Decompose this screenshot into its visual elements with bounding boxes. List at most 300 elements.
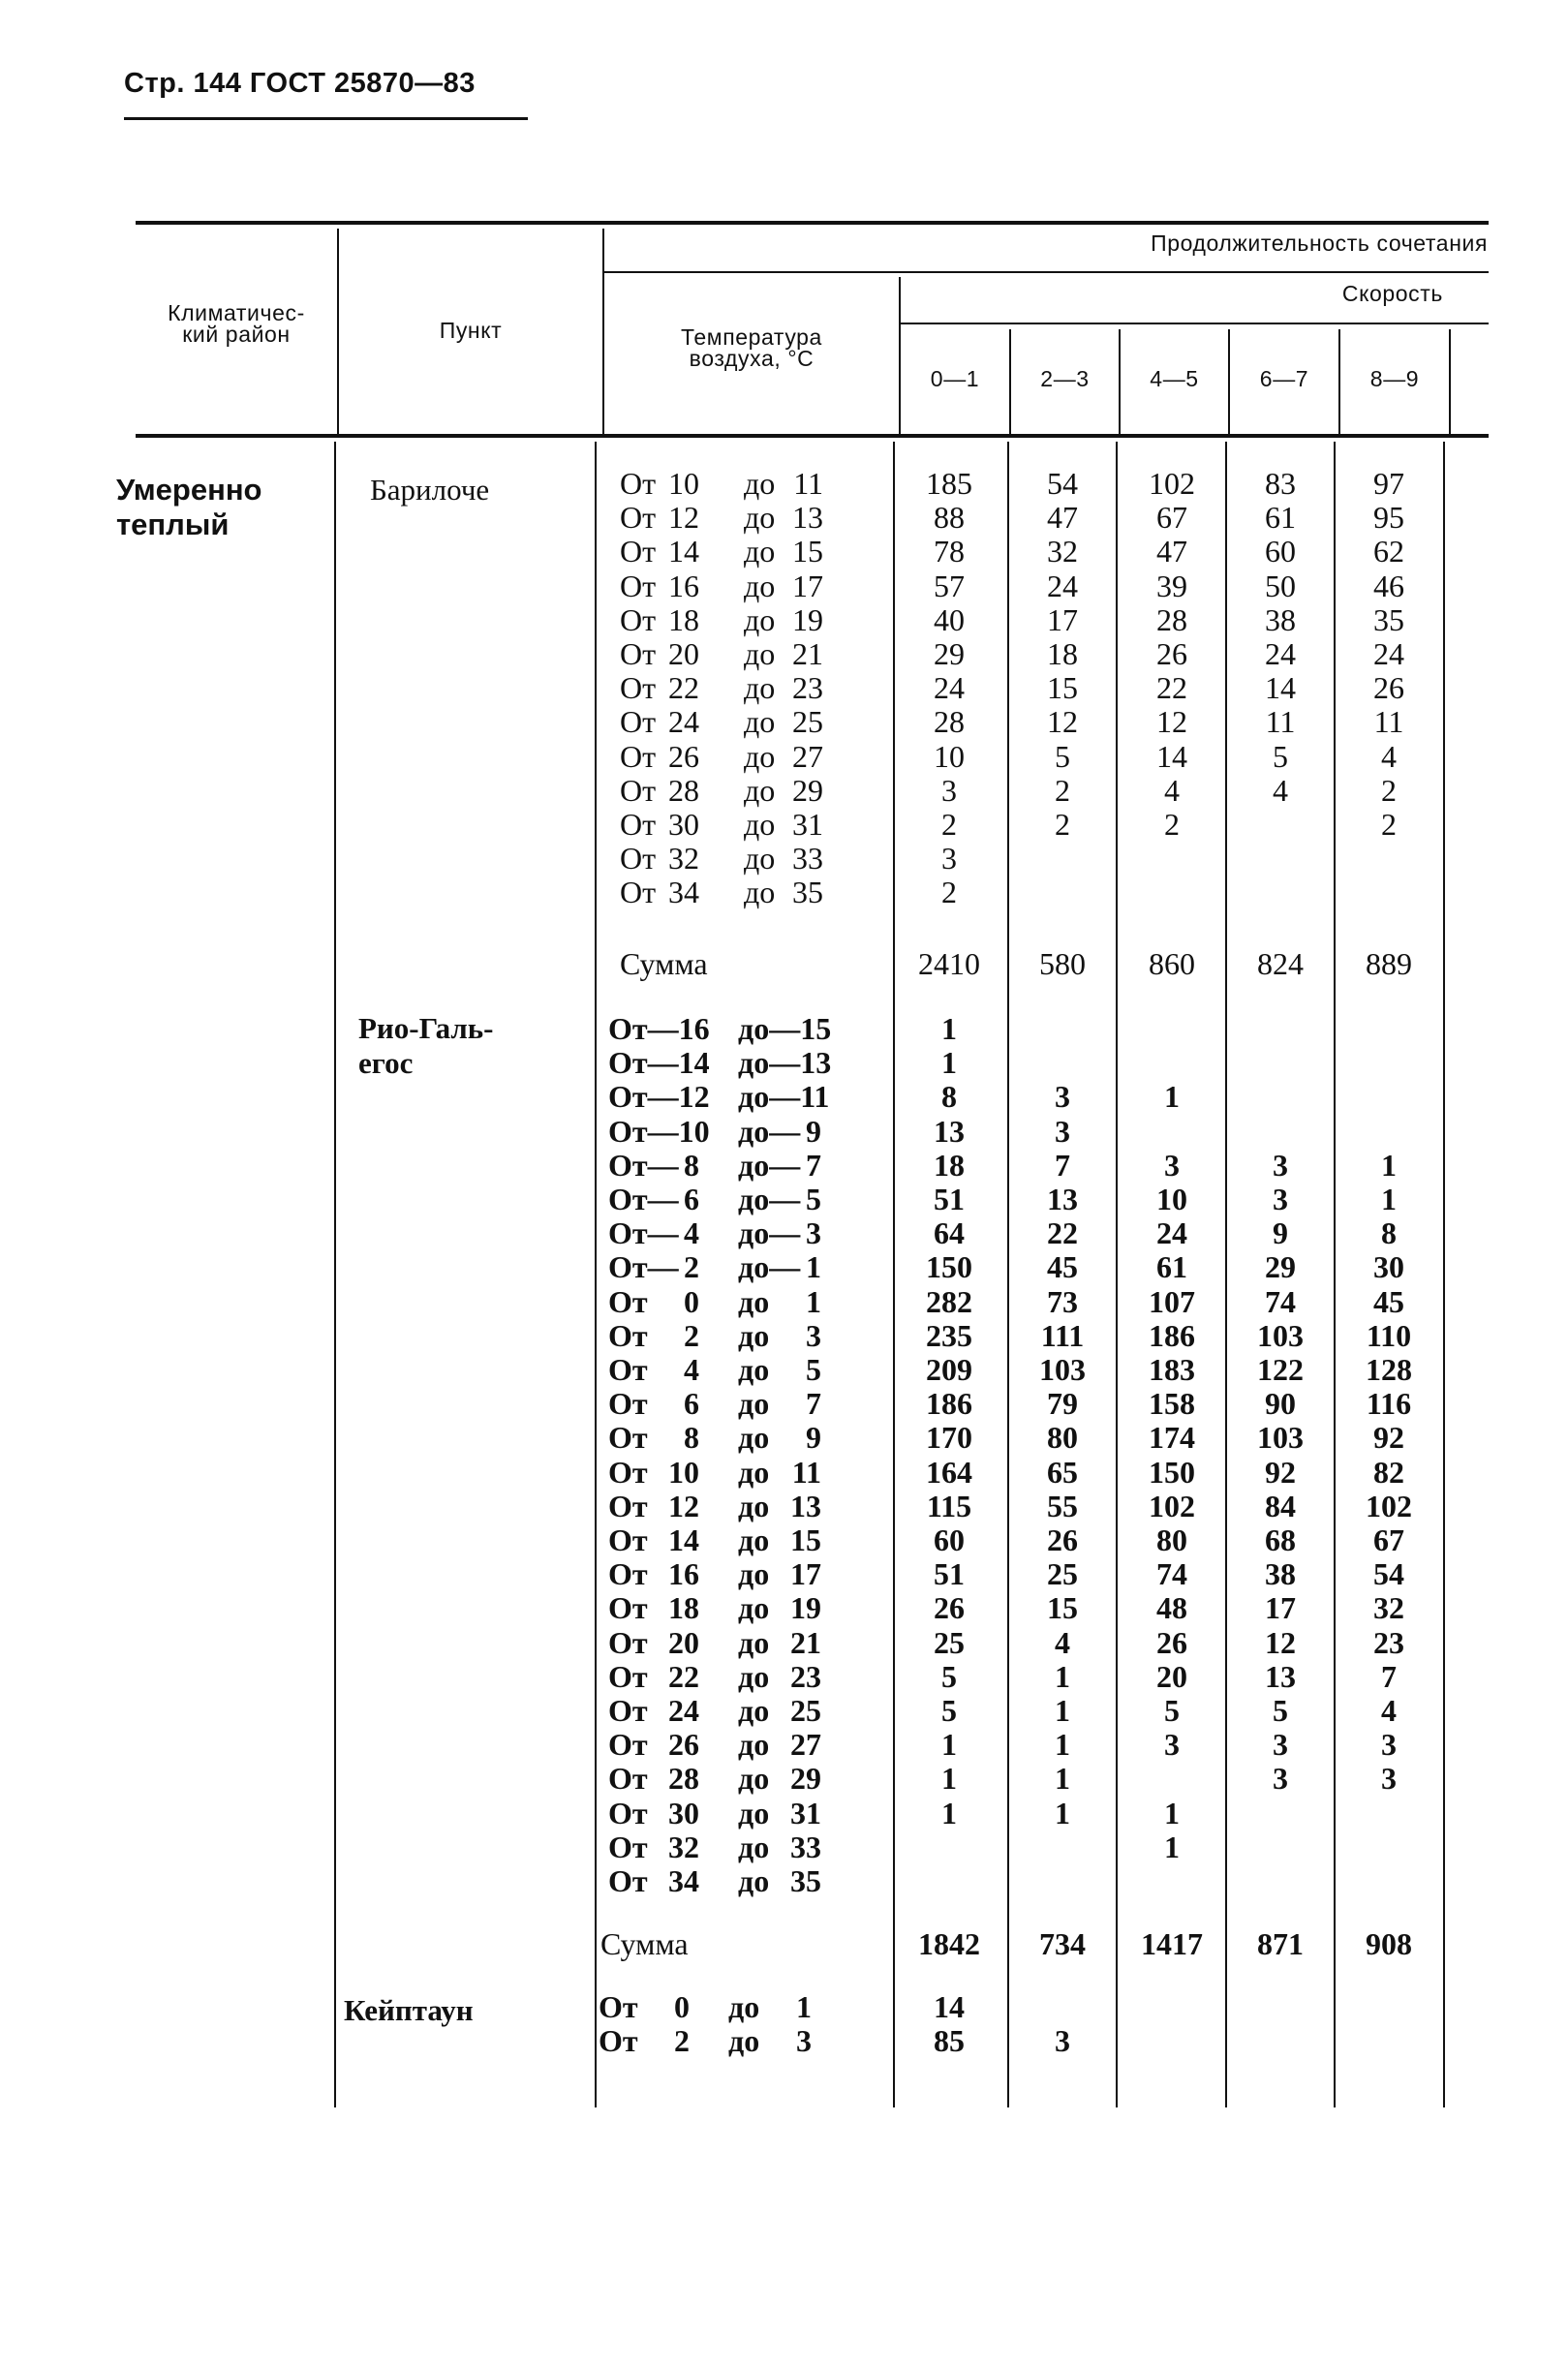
table-cell-value: 11 [1265, 704, 1296, 740]
table-cell-value: 46 [1373, 568, 1404, 603]
table-cell-value: 1 [1164, 1795, 1180, 1830]
table-cell-value: 102 [1149, 466, 1195, 501]
temperature-range-part: От [608, 1317, 648, 1353]
table-cell-value: 2 [1381, 807, 1397, 842]
table-cell-value: 2 [1055, 772, 1070, 808]
body-vline-8 [1443, 442, 1445, 2107]
temperature-range-part: От [620, 841, 657, 876]
temperature-range-part: до [738, 1556, 770, 1592]
temperature-range-part: 1 [806, 1283, 821, 1319]
temperature-range-part: От [620, 807, 657, 842]
temperature-range-part: 13 [792, 500, 823, 536]
table-cell-value: 24 [1373, 636, 1404, 671]
table-top-rule [136, 221, 1489, 225]
temperature-range-part: 6 [684, 1386, 699, 1422]
temperature-range-part: до [744, 807, 776, 842]
table-cell-value: 1 [1381, 1182, 1397, 1216]
table-cell-value: 4 [1273, 772, 1288, 808]
temperature-range-part: От [620, 534, 657, 569]
table-cell-value: 14 [1156, 738, 1187, 774]
table-cell-value: 92 [1373, 1420, 1404, 1456]
table-cell-value: 4 [1055, 1624, 1070, 1660]
temperature-range-part: От—14 [608, 1045, 710, 1081]
table-cell-value: 78 [934, 534, 965, 569]
table-cell-value: 12 [1265, 1624, 1296, 1660]
temperature-range-part: От [599, 1989, 638, 2024]
temperature-range-part: до [738, 1658, 770, 1694]
temperature-range-part: 34 [668, 1863, 699, 1898]
table-cell-value: 39 [1156, 568, 1187, 603]
temperature-range-part: до [738, 1863, 770, 1898]
temperature-range-part: до [744, 875, 776, 910]
table-cell-value: 28 [934, 704, 965, 740]
temperature-range-part: 3 [806, 1215, 821, 1251]
temperature-range-part: 28 [668, 1761, 699, 1797]
table-cell-value: 5 [1273, 738, 1288, 774]
table-cell-value: 38 [1265, 601, 1296, 637]
temperature-range-part: 16 [668, 568, 699, 603]
page-header-underline [124, 117, 528, 120]
temperature-range-part: 4 [684, 1352, 699, 1387]
header-speed-col: 4—5 [1150, 366, 1199, 391]
table-cell-value: 3 [1055, 2023, 1070, 2059]
temperature-range-part: От [620, 500, 657, 536]
table-cell-value: 1 [941, 1727, 957, 1763]
temperature-range-part: 14 [668, 534, 699, 569]
temperature-range-part: 32 [668, 841, 699, 876]
table-cell-value: 30 [1373, 1249, 1404, 1285]
temperature-range-part: до [738, 1590, 770, 1626]
temperature-range-part: до [738, 1454, 770, 1490]
temperature-range-part: 11 [791, 1454, 821, 1490]
temperature-range-part: 23 [790, 1658, 821, 1694]
temperature-range-part: От—16 [608, 1011, 710, 1046]
temperature-range-part: до— [738, 1215, 801, 1251]
table-cell-value: 10 [1156, 1182, 1187, 1216]
table-cell-value: 3 [1273, 1727, 1288, 1763]
table-cell-value: 67 [1156, 500, 1187, 536]
temperature-range-part: до [744, 772, 776, 808]
table-cell-value: 54 [1373, 1556, 1404, 1592]
table-cell-value: 107 [1149, 1283, 1195, 1319]
temperature-range-part: От [608, 1624, 648, 1660]
temperature-range-part: 5 [806, 1182, 821, 1216]
table-cell-value: 29 [934, 636, 965, 671]
table-cell-value: 24 [1047, 568, 1078, 603]
temperature-range-part: 22 [668, 670, 699, 706]
sum-value: 860 [1149, 946, 1195, 981]
temperature-range-part: От [620, 875, 657, 910]
table-cell-value: 17 [1265, 1590, 1296, 1626]
table-cell-value: 5 [1164, 1693, 1180, 1728]
temperature-range-part: От [608, 1658, 648, 1694]
sum-label: Сумма [600, 1926, 689, 1961]
temperature-range-part: 1 [796, 1989, 812, 2024]
place-name: Рио-Галь- егос [358, 1011, 494, 1080]
table-cell-value: 47 [1047, 500, 1078, 536]
sum-value: 824 [1257, 946, 1304, 981]
table-cell-value: 40 [934, 601, 965, 637]
table-cell-value: 12 [1156, 704, 1187, 740]
header-duration-group: Продолжительность сочетания [1151, 231, 1488, 256]
header-speed-group: Скорость [1341, 281, 1443, 306]
temperature-range-part: 35 [790, 1863, 821, 1898]
table-cell-value: 209 [926, 1352, 972, 1387]
temperature-range-part: 15 [790, 1522, 821, 1557]
header-speed-col: 0—1 [930, 366, 980, 391]
temperature-range-part: 27 [790, 1727, 821, 1763]
temperature-range-part: От— [608, 1182, 679, 1216]
temperature-range-part: до—15 [738, 1011, 832, 1046]
temperature-range-part: От [620, 772, 657, 808]
table-cell-value: 25 [1047, 1556, 1078, 1592]
temperature-range-part: От [608, 1352, 648, 1387]
body-vline-3 [893, 442, 895, 2107]
table-cell-value: 5 [941, 1693, 957, 1728]
temperature-range-part: 25 [792, 704, 823, 740]
table-cell-value: 128 [1366, 1352, 1412, 1387]
temperature-range-part: От [599, 2023, 638, 2059]
table-cell-value: 2 [1381, 772, 1397, 808]
table-cell-value: 74 [1265, 1283, 1296, 1319]
temperature-range-part: 17 [790, 1556, 821, 1592]
body-vline-1 [334, 442, 336, 2107]
header-speed-col: 2—3 [1040, 366, 1090, 391]
table-cell-value: 1 [1055, 1727, 1070, 1763]
table-cell-value: 8 [1381, 1215, 1397, 1251]
table-cell-value: 103 [1257, 1317, 1304, 1353]
sum-value: 580 [1039, 946, 1086, 981]
header-point: Пункт [439, 318, 503, 343]
temperature-range-part: 7 [806, 1386, 821, 1422]
temperature-range-part: 12 [668, 1488, 699, 1523]
table-cell-value: 62 [1373, 534, 1404, 569]
temperature-range-part: до—11 [738, 1079, 830, 1115]
climate-region-label: Умеренно теплый [116, 473, 262, 541]
temperature-range-part: От [608, 1283, 648, 1319]
table-cell-value: 47 [1156, 534, 1187, 569]
table-cell-value: 3 [1273, 1761, 1288, 1797]
table-cell-value: 15 [1047, 1590, 1078, 1626]
table-cell-value: 103 [1039, 1352, 1086, 1387]
header-speed-col: 8—9 [1369, 366, 1420, 391]
temperature-range-part: 30 [668, 1795, 699, 1830]
table-cell-value: 1 [1164, 1829, 1180, 1864]
temperature-range-part: до [728, 1989, 760, 2024]
table-cell-value: 12 [1047, 704, 1078, 740]
body-vline-5 [1116, 442, 1118, 2107]
sum-value: 889 [1366, 946, 1412, 981]
table-cell-value: 13 [1265, 1658, 1296, 1694]
temperature-range-part: 30 [668, 807, 699, 842]
table-cell-value: 186 [926, 1386, 972, 1422]
table-cell-value: 3 [1273, 1147, 1288, 1183]
temperature-range-part: до [738, 1795, 770, 1830]
table-cell-value: 23 [1373, 1624, 1404, 1660]
temperature-range-part: до— [738, 1113, 801, 1149]
table-cell-value: 45 [1047, 1249, 1078, 1285]
temperature-range-part: 16 [668, 1556, 699, 1592]
table-cell-value: 3 [1055, 1113, 1070, 1149]
table-cell-value: 26 [934, 1590, 965, 1626]
table-cell-value: 15 [1047, 670, 1078, 706]
table-cell-value: 1 [1381, 1147, 1397, 1183]
temperature-range-part: 1 [806, 1249, 821, 1285]
temperature-range-part: до— [738, 1147, 801, 1183]
temperature-range-part: 21 [790, 1624, 821, 1660]
temperature-range-part: 26 [668, 1727, 699, 1763]
temperature-range-part: 6 [684, 1182, 699, 1216]
temperature-range-part: 29 [792, 772, 823, 808]
table-cell-value: 55 [1047, 1488, 1078, 1523]
temperature-range-part: От [608, 1454, 648, 1490]
temperature-range-part: 9 [806, 1113, 821, 1149]
table-cell-value: 1 [1055, 1795, 1070, 1830]
table-cell-value: 26 [1156, 1624, 1187, 1660]
table-cell-value: 38 [1265, 1556, 1296, 1592]
table-cell-value: 8 [941, 1079, 957, 1115]
table-cell-value: 32 [1047, 534, 1078, 569]
table-cell-value: 3 [1164, 1727, 1180, 1763]
temperature-range-part: 33 [790, 1829, 821, 1864]
table-cell-value: 28 [1156, 601, 1187, 637]
temperature-range-part: От— [608, 1249, 679, 1285]
temperature-range-part: до [738, 1317, 770, 1353]
temperature-range-part: 13 [790, 1488, 821, 1523]
table-cell-value: 24 [1265, 636, 1296, 671]
temperature-range-part: до [738, 1352, 770, 1387]
header-temperature: Температура воздуха, °С [681, 324, 822, 371]
temperature-range-part: до [738, 1727, 770, 1763]
temperature-range-part: до [744, 841, 776, 876]
temperature-range-part: 2 [684, 1317, 699, 1353]
temperature-range-part: 4 [684, 1215, 699, 1251]
temperature-range-part: до [738, 1693, 770, 1728]
temperature-range-part: 12 [668, 500, 699, 536]
temperature-range-part: до [738, 1386, 770, 1422]
sum-label: Сумма [620, 946, 708, 981]
table-cell-value: 116 [1366, 1386, 1412, 1422]
table-cell-value: 235 [926, 1317, 972, 1353]
table-cell-value: 90 [1265, 1386, 1296, 1422]
table-cell-value: 1 [1055, 1658, 1070, 1694]
temperature-range-part: От [608, 1863, 648, 1898]
temperature-range-part: до [738, 1761, 770, 1797]
temperature-range-part: От [620, 466, 657, 501]
table-cell-value: 122 [1257, 1352, 1304, 1387]
header-vline-3 [899, 277, 901, 434]
temperature-range-part: 26 [668, 738, 699, 774]
temperature-range-part: 15 [792, 534, 823, 569]
temperature-range-part: 0 [684, 1283, 699, 1319]
place-name: Барилоче [370, 473, 490, 507]
page-header: Стр. 144 ГОСТ 25870—83 [124, 68, 476, 99]
temperature-range-part: 8 [684, 1147, 699, 1183]
table-cell-value: 102 [1149, 1488, 1195, 1523]
table-cell-value: 186 [1149, 1317, 1195, 1353]
temperature-range-part: От [608, 1727, 648, 1763]
table-cell-value: 80 [1156, 1522, 1187, 1557]
table-cell-value: 14 [1265, 670, 1296, 706]
temperature-range-part: до [744, 568, 776, 603]
table-cell-value: 26 [1047, 1522, 1078, 1557]
place-name: Кейптаун [344, 1993, 474, 2027]
table-cell-value: 7 [1055, 1147, 1070, 1183]
temperature-range-part: От—12 [608, 1079, 710, 1115]
temperature-range-part: 11 [793, 466, 823, 501]
table-cell-value: 51 [934, 1556, 965, 1592]
sum-value: 1842 [918, 1926, 980, 1961]
sum-value: 1417 [1141, 1926, 1203, 1961]
table-cell-value: 24 [1156, 1215, 1187, 1251]
table-cell-value: 1 [941, 1045, 957, 1081]
table-cell-value: 22 [1156, 670, 1187, 706]
table-cell-value: 61 [1156, 1249, 1187, 1285]
temperature-range-part: 3 [796, 2023, 812, 2059]
table-cell-value: 170 [926, 1420, 972, 1456]
table-cell-value: 5 [1273, 1693, 1288, 1728]
temperature-range-part: От— [608, 1147, 679, 1183]
temperature-range-part: От [620, 636, 657, 671]
table-cell-value: 282 [926, 1283, 972, 1319]
temperature-range-part: От [608, 1829, 648, 1864]
temperature-range-part: 10 [668, 1454, 699, 1490]
table-cell-value: 11 [1373, 704, 1404, 740]
sum-value: 908 [1366, 1926, 1412, 1961]
table-cell-value: 18 [934, 1147, 965, 1183]
temperature-range-part: От [608, 1556, 648, 1592]
temperature-range-part: 32 [668, 1829, 699, 1864]
table-cell-value: 1 [941, 1795, 957, 1830]
body-vline-7 [1334, 442, 1336, 2107]
table-cell-value: 5 [1055, 738, 1070, 774]
table-cell-value: 61 [1265, 500, 1296, 536]
temperature-range-part: до [738, 1829, 770, 1864]
temperature-range-part: до [744, 500, 776, 536]
table-cell-value: 22 [1047, 1215, 1078, 1251]
temperature-range-part: От [620, 568, 657, 603]
table-cell-value: 4 [1381, 1693, 1397, 1728]
table-cell-value: 97 [1373, 466, 1404, 501]
table-cell-value: 102 [1366, 1488, 1412, 1523]
body-vline-4 [1007, 442, 1009, 2107]
table-cell-value: 35 [1373, 601, 1404, 637]
temperature-range-part: до [744, 738, 776, 774]
temperature-range-part: 33 [792, 841, 823, 876]
table-cell-value: 83 [1265, 466, 1296, 501]
temperature-range-part: 19 [790, 1590, 821, 1626]
header-bottom-rule [136, 434, 1489, 438]
temperature-range-part: 3 [806, 1317, 821, 1353]
temperature-range-part: От [608, 1522, 648, 1557]
table-cell-value: 174 [1149, 1420, 1195, 1456]
temperature-range-part: 9 [806, 1420, 821, 1456]
temperature-range-part: 18 [668, 601, 699, 637]
table-cell-value: 92 [1265, 1454, 1296, 1490]
table-cell-value: 95 [1373, 500, 1404, 536]
temperature-range-part: От— [608, 1215, 679, 1251]
temperature-range-part: От [620, 738, 657, 774]
table-cell-value: 51 [934, 1182, 965, 1216]
temperature-range-part: 29 [790, 1761, 821, 1797]
temperature-range-part: 8 [684, 1420, 699, 1456]
temperature-range-part: 25 [790, 1693, 821, 1728]
temperature-range-part: 22 [668, 1658, 699, 1694]
table-cell-value: 3 [1055, 1079, 1070, 1115]
table-cell-value: 3 [1273, 1182, 1288, 1216]
table-cell-value: 115 [926, 1488, 972, 1523]
table-cell-value: 50 [1265, 568, 1296, 603]
table-cell-value: 2 [1055, 807, 1070, 842]
table-cell-value: 88 [934, 500, 965, 536]
temperature-range-part: до [744, 601, 776, 637]
table-cell-value: 4 [1164, 772, 1180, 808]
temperature-range-part: 34 [668, 875, 699, 910]
table-cell-value: 5 [941, 1658, 957, 1694]
temperature-range-part: до—13 [738, 1045, 832, 1081]
table-cell-value: 82 [1373, 1454, 1404, 1490]
table-cell-value: 3 [1164, 1147, 1180, 1183]
table-cell-value: 183 [1149, 1352, 1195, 1387]
table-cell-value: 10 [934, 738, 965, 774]
temperature-range-part: 5 [806, 1352, 821, 1387]
table-cell-value: 150 [926, 1249, 972, 1285]
table-cell-value: 24 [934, 670, 965, 706]
subgroup-rule [899, 323, 1489, 324]
temperature-range-part: 23 [792, 670, 823, 706]
table-cell-value: 164 [926, 1454, 972, 1490]
table-cell-value: 64 [934, 1215, 965, 1251]
temperature-range-part: 2 [684, 1249, 699, 1285]
body-vline-6 [1225, 442, 1227, 2107]
table-cell-value: 74 [1156, 1556, 1187, 1592]
temperature-range-part: 28 [668, 772, 699, 808]
table-cell-value: 26 [1373, 670, 1404, 706]
temperature-range-part: 10 [668, 466, 699, 501]
temperature-range-part: От [608, 1693, 648, 1728]
temperature-range-part: 2 [674, 2023, 690, 2059]
table-cell-value: 85 [934, 2023, 965, 2059]
temperature-range-part: до [744, 670, 776, 706]
table-cell-value: 60 [1265, 534, 1296, 569]
table-cell-value: 1 [941, 1761, 957, 1797]
table-cell-value: 13 [1047, 1182, 1078, 1216]
temperature-range-part: до [744, 466, 776, 501]
temperature-range-part: От [608, 1795, 648, 1830]
temperature-range-part: От [608, 1420, 648, 1456]
temperature-range-part: до [738, 1488, 770, 1523]
table-cell-value: 3 [941, 772, 957, 808]
temperature-range-part: до [744, 534, 776, 569]
table-cell-value: 65 [1047, 1454, 1078, 1490]
sum-value: 2410 [918, 946, 980, 981]
table-cell-value: 13 [934, 1113, 965, 1149]
temperature-range-part: 18 [668, 1590, 699, 1626]
table-cell-value: 1 [1055, 1761, 1070, 1797]
temperature-range-part: до— [738, 1182, 801, 1216]
temperature-range-part: От [608, 1761, 648, 1797]
group-rule [603, 271, 1489, 273]
table-cell-value: 185 [926, 466, 972, 501]
table-cell-value: 45 [1373, 1283, 1404, 1319]
temperature-range-part: до [744, 636, 776, 671]
table-cell-value: 17 [1047, 601, 1078, 637]
table-cell-value: 79 [1047, 1386, 1078, 1422]
table-cell-value: 67 [1373, 1522, 1404, 1557]
table-cell-value: 111 [1040, 1317, 1085, 1353]
table-cell-value: 32 [1373, 1590, 1404, 1626]
temperature-range-part: до [738, 1624, 770, 1660]
